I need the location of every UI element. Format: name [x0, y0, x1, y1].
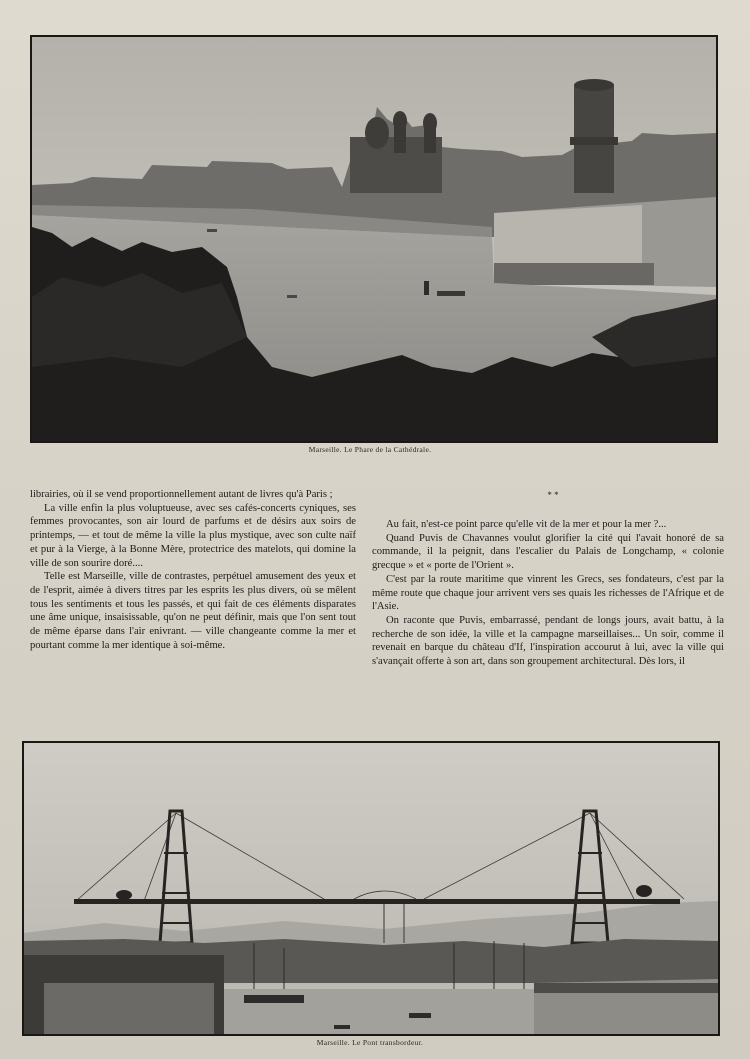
text-column-left: [30, 488, 356, 652]
paragraph: Telle est Marseille, ville de contrastes, perpétuel amusement des yeux et de l'esprit, aimée à divers titres par les esprits les plus divers, où se mêlent tous les sentiments et tous les passés, et qui fait de ces éléments disparates une âme unique, insaisissable, qu'on ne peut définir, mais que l'on sent tout de même éparse dans l'air enivrant. — ville changeante comme la mer et pourtant comme la mer identique à soi-même.: [30, 571, 356, 651]
photo-cathedral-lighthouse: [30, 35, 718, 443]
paragraph: La ville enfin la plus voluptueuse, avec ses cafés-concerts cyniques, ses femmes provocantes, son air lourd de parfums et de désirs aux soirs de printemps, — et tout de même la ville la plus mystique, avec son culte naïf et pur à la Vierge, à la Bonne Mère, protectrice des matelots, qui domine la ville de son sourire doré....: [30, 502, 356, 569]
paragraph: On raconte que Puvis, embarrassé, pendant de longs jours, avait battu, à la recherche de son idée, la ville et la campagne marseillaises... Un soir, comme il revenait en barque du château d'If, l'inspiration accourut à lui, avec la ville qui s'avançait offerte à son art, dans son groupement architectural. Dès lors, il: [372, 614, 724, 668]
paragraph: Au fait, n'est-ce point parce qu'elle vit de la mer et pour la mer ?...: [386, 519, 667, 530]
photo-caption-bottom: Marseille. Le Pont transbordeur.: [316, 1038, 424, 1047]
text-column-right: [372, 518, 724, 669]
paragraph: Quand Puvis de Chavannes voulut glorifier la cité qui l'avait honoré de sa commande, il la peignit, dans l'escalier du Palais de Longchamp, « colonie grecque » et « porte de l'Orient ».: [372, 532, 724, 572]
paragraph: C'est par la route maritime que vinrent les Grecs, ses fondateurs, c'est par la même route que chaque jour arrivent vers ses quais les richesses de l'Afrique et de l'Asie.: [372, 573, 724, 613]
photo-transporter-bridge-image: [24, 743, 718, 1034]
photo-caption-top: Marseille. Le Phare de la Cathédrale.: [308, 445, 432, 454]
paragraph: librairies, où il se vend proportionnellement autant de livres qu'à Paris ;: [30, 489, 333, 500]
section-ornament: * *: [547, 490, 559, 500]
photo-transporter-bridge: [22, 741, 720, 1036]
photo-cathedral-lighthouse-image: [32, 37, 716, 441]
